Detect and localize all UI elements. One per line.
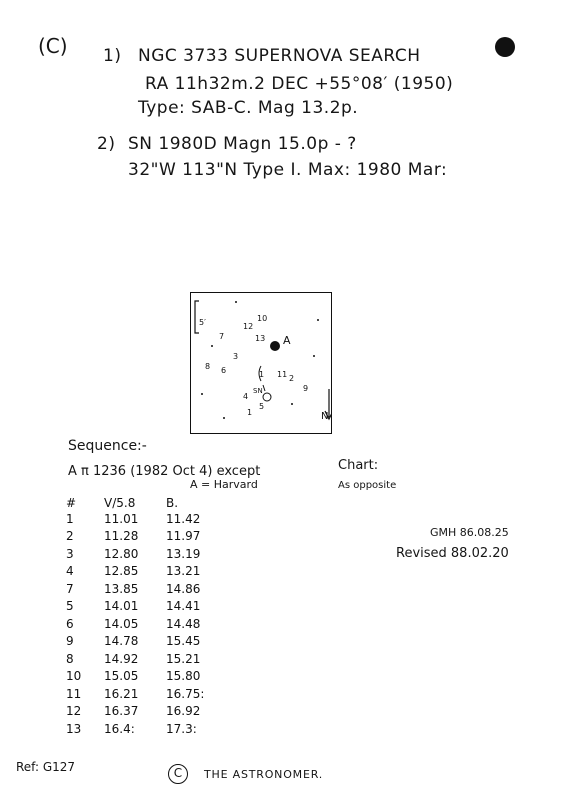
star-dot bbox=[201, 393, 203, 395]
table-cell: 17.3: bbox=[166, 721, 197, 736]
star-dot bbox=[317, 319, 319, 321]
star-dot bbox=[291, 403, 293, 405]
finder-chart bbox=[190, 292, 332, 434]
sn-circle bbox=[263, 393, 271, 401]
table-row bbox=[62, 633, 226, 651]
table-cell: 13.85 bbox=[104, 581, 139, 596]
table-cell: 7 bbox=[66, 581, 74, 596]
table-cell: 16.21 bbox=[104, 686, 139, 701]
galaxy-ngc3733 bbox=[270, 341, 280, 351]
table-cell: 14.41 bbox=[166, 599, 201, 614]
sequence-source: A π 1236 (1982 Oct 4) except bbox=[68, 464, 261, 479]
table-cell: 1 bbox=[66, 511, 74, 526]
table-row bbox=[62, 668, 226, 686]
copyright-text: THE ASTRONOMER. bbox=[204, 768, 324, 781]
copyright-icon: C bbox=[168, 764, 188, 784]
star-label: 9 bbox=[303, 384, 309, 393]
table-cell: 11.42 bbox=[166, 511, 201, 526]
punch-hole-mark bbox=[495, 37, 515, 57]
table-cell: 3 bbox=[66, 546, 74, 561]
initials-date: GMH 86.08.25 bbox=[430, 526, 509, 539]
star-label: 3 bbox=[233, 352, 239, 361]
chart-note-label: Chart: bbox=[338, 458, 379, 473]
chart-note-value: As opposite bbox=[338, 480, 397, 491]
scale-label: 5′ bbox=[199, 318, 206, 327]
table-cell: 13.21 bbox=[166, 564, 201, 579]
star-label: 5 bbox=[259, 402, 265, 411]
sequence-exception: A = Harvard bbox=[190, 478, 258, 491]
item2-title: SN 1980D Magn 15.0p - ? bbox=[128, 134, 357, 154]
reference-label: Ref: G127 bbox=[16, 760, 76, 774]
table-cell: 12.80 bbox=[104, 546, 139, 561]
table-cell: 14.78 bbox=[104, 634, 139, 649]
star-label: 13 bbox=[255, 334, 266, 343]
star-label: 1 bbox=[247, 408, 253, 417]
star-dot bbox=[235, 301, 237, 303]
section-label: (C) bbox=[38, 34, 68, 58]
table-cell: 8 bbox=[66, 651, 74, 666]
table-cell: 13.19 bbox=[166, 546, 201, 561]
scale-bracket bbox=[195, 301, 199, 333]
north-label: N bbox=[321, 411, 329, 422]
star-dot bbox=[313, 355, 315, 357]
table-cell: 15.21 bbox=[166, 651, 201, 666]
table-cell: 14.48 bbox=[166, 616, 201, 631]
table-row bbox=[62, 615, 226, 633]
table-cell: 11.28 bbox=[104, 529, 139, 544]
star-dot bbox=[223, 417, 225, 419]
table-cell: 15.80 bbox=[166, 669, 201, 684]
revised-date: Revised 88.02.20 bbox=[396, 546, 509, 561]
table-cell: 14.86 bbox=[166, 581, 201, 596]
column-header: V/5.8 bbox=[104, 496, 136, 510]
table-cell: 16.37 bbox=[104, 704, 139, 719]
table-cell: 12.85 bbox=[104, 564, 139, 579]
table-cell: 11.97 bbox=[166, 529, 201, 544]
table-cell: 14.92 bbox=[104, 651, 139, 666]
table-cell: 14.01 bbox=[104, 599, 139, 614]
table-cell: 15.05 bbox=[104, 669, 139, 684]
table-cell: 2 bbox=[66, 529, 74, 544]
sequence-table bbox=[62, 488, 226, 738]
table-row bbox=[62, 703, 226, 721]
table-cell: 13 bbox=[66, 721, 82, 736]
star-label: 4 bbox=[243, 392, 249, 401]
item1-coordinates: RA 11h32m.2 DEC +55°08′ (1950) bbox=[145, 74, 454, 94]
table-cell: 16.4: bbox=[104, 721, 135, 736]
star-dot bbox=[211, 345, 213, 347]
table-cell: 9 bbox=[66, 634, 74, 649]
table-row bbox=[62, 510, 226, 528]
item2-number: 2) bbox=[97, 134, 116, 154]
star-label: 12 bbox=[243, 322, 254, 331]
table-cell: 16.75: bbox=[166, 686, 205, 701]
table-cell: 5 bbox=[66, 599, 74, 614]
table-row bbox=[62, 545, 226, 563]
table-cell: 11.01 bbox=[104, 511, 139, 526]
star-label: 10 bbox=[257, 314, 268, 323]
item1-title: NGC 3733 SUPERNOVA SEARCH bbox=[138, 46, 421, 66]
star-label: 2 bbox=[289, 374, 295, 383]
star-label: 6 bbox=[221, 366, 227, 375]
table-cell: 15.45 bbox=[166, 634, 201, 649]
table-header-row bbox=[62, 488, 226, 510]
column-header: B. bbox=[166, 496, 179, 510]
sn-label: SN bbox=[253, 387, 263, 395]
table-row bbox=[62, 528, 226, 546]
item1-type-line: Type: SAB-C. Mag 13.2p. bbox=[138, 98, 359, 118]
star-label: 11 bbox=[277, 370, 288, 379]
table-row bbox=[62, 580, 226, 598]
table-cell: 6 bbox=[66, 616, 74, 631]
sn-pointer bbox=[263, 385, 265, 391]
table-row bbox=[62, 650, 226, 668]
table-row bbox=[62, 685, 226, 703]
star-label: 1 bbox=[259, 370, 265, 379]
sequence-heading: Sequence:- bbox=[68, 438, 147, 454]
table-cell: 4 bbox=[66, 564, 74, 579]
table-cell: 16.92 bbox=[166, 704, 201, 719]
galaxy-label: A bbox=[283, 334, 291, 347]
table-cell: 10 bbox=[66, 669, 82, 684]
table-row bbox=[62, 720, 226, 738]
table-cell: 12 bbox=[66, 704, 82, 719]
table-cell: 14.05 bbox=[104, 616, 139, 631]
column-header: # bbox=[66, 496, 77, 510]
item2-detail: 32"W 113"N Type I. Max: 1980 Mar: bbox=[128, 160, 448, 180]
table-row bbox=[62, 563, 226, 581]
table-cell: 11 bbox=[66, 686, 82, 701]
item1-number: 1) bbox=[103, 46, 122, 66]
table-row bbox=[62, 598, 226, 616]
star-label: 7 bbox=[219, 332, 225, 341]
star-label: 8 bbox=[205, 362, 211, 371]
